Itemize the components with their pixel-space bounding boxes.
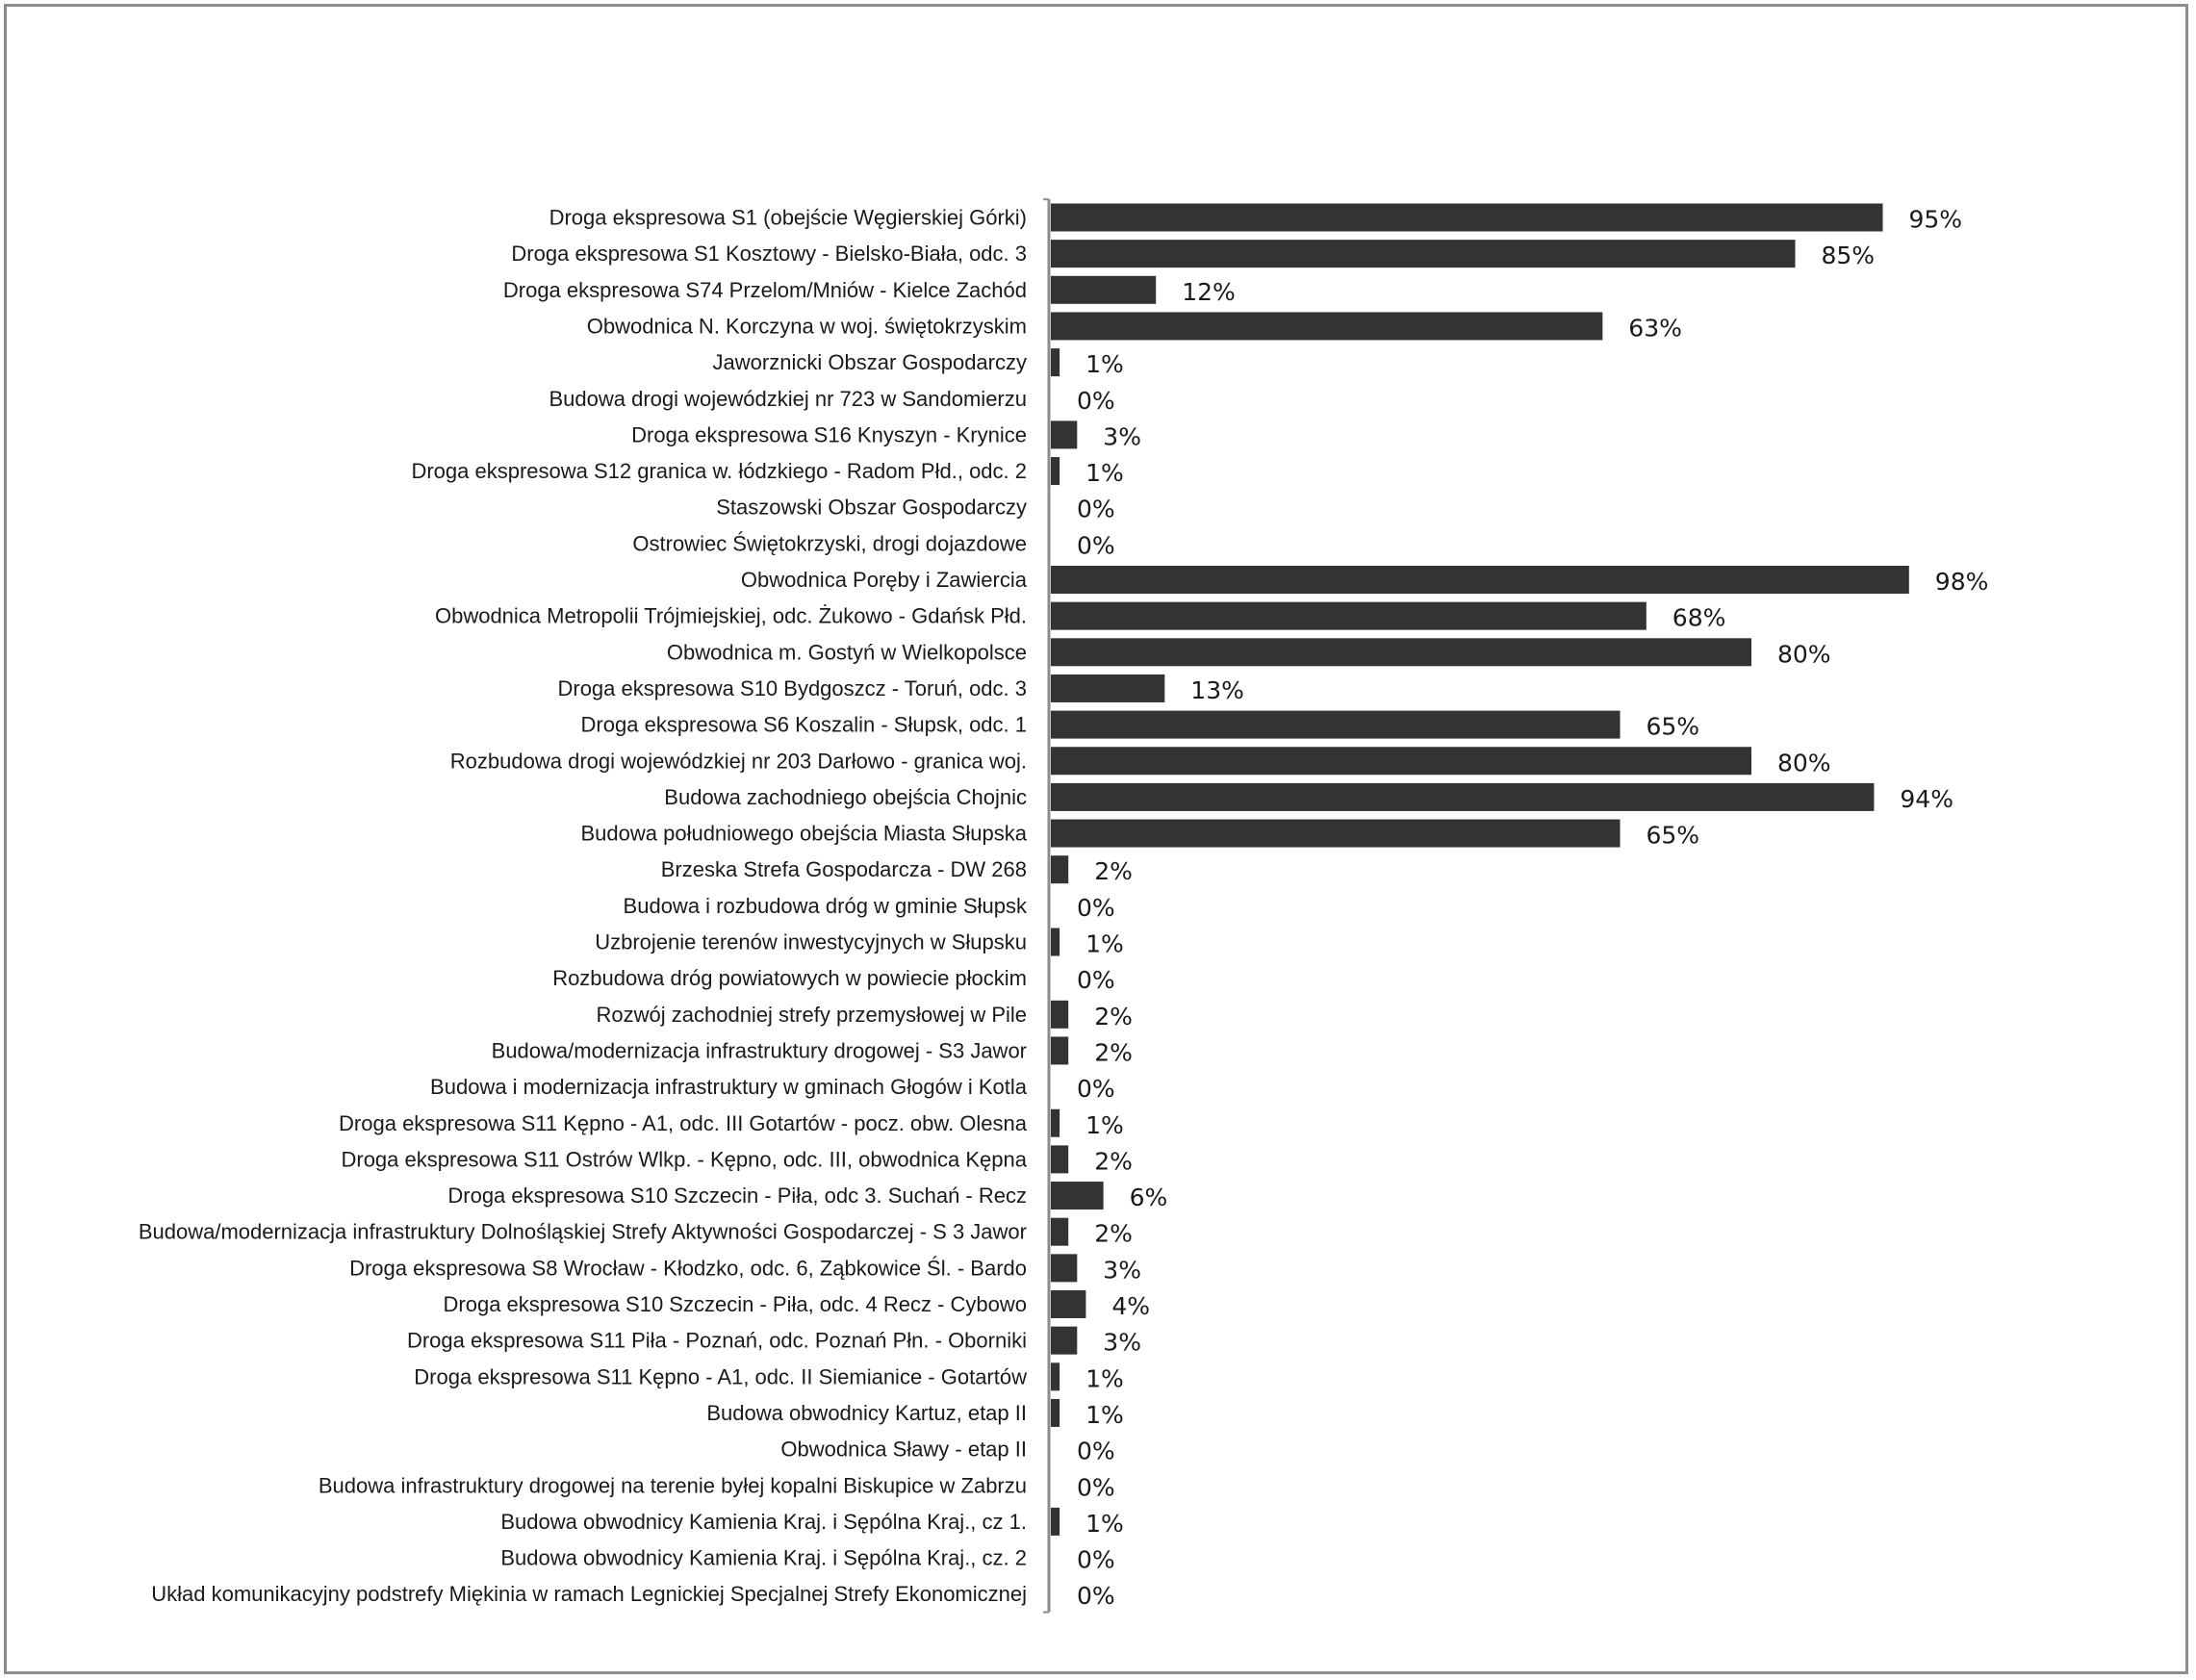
category-label: Budowa infrastruktury drogowej na terenie byłej kopalni Biskupice w Zabrzu bbox=[318, 1473, 1027, 1498]
bar bbox=[1051, 1001, 1068, 1029]
value-label: 2% bbox=[1094, 1147, 1133, 1176]
value-label: 0% bbox=[1077, 1582, 1115, 1611]
bar bbox=[1051, 1362, 1060, 1390]
category-label: Droga ekspresowa S6 Koszalin - Słupsk, odc. 1 bbox=[580, 712, 1027, 737]
category-label: Droga ekspresowa S10 Bydgoszcz - Toruń, odc. 3 bbox=[557, 675, 1027, 700]
bar bbox=[1051, 1109, 1060, 1137]
bar bbox=[1051, 457, 1060, 485]
category-label: Jaworznicki Obszar Gospodarczy bbox=[712, 350, 1027, 375]
bar bbox=[1051, 1327, 1077, 1355]
category-label: Budowa i rozbudowa dróg w gminie Słupsk bbox=[623, 893, 1027, 918]
value-label: 1% bbox=[1085, 1110, 1124, 1139]
bars bbox=[1051, 204, 1909, 1536]
value-label: 1% bbox=[1085, 929, 1124, 958]
category-label: Budowa obwodnicy Kamienia Kraj. i Sępólna Kraj., cz. 2 bbox=[500, 1545, 1027, 1570]
value-label: 2% bbox=[1094, 1219, 1133, 1248]
y-axis bbox=[1043, 199, 1049, 1612]
value-label: 80% bbox=[1777, 749, 1831, 777]
category-label: Układ komunikacyjny podstrefy Miękinia w ramach Legnickiej Specjalnej Strefy Ekonomicznej bbox=[151, 1582, 1027, 1607]
category-label: Droga ekspresowa S16 Knyszyn - Krynice bbox=[631, 422, 1027, 447]
bar bbox=[1051, 1182, 1104, 1209]
bar bbox=[1051, 747, 1751, 775]
category-label: Budowa południowego obejścia Miasta Słupska bbox=[580, 821, 1027, 846]
bar bbox=[1051, 675, 1164, 702]
value-label: 3% bbox=[1103, 1328, 1141, 1357]
category-label: Rozbudowa dróg powiatowych w powiecie płockim bbox=[552, 966, 1027, 991]
value-label: 80% bbox=[1777, 640, 1831, 669]
bar bbox=[1051, 204, 1883, 232]
category-label: Droga ekspresowa S10 Szczecin - Piła, odc. 4 Recz - Cybowo bbox=[443, 1292, 1027, 1316]
category-label: Droga ekspresowa S1 (obejście Węgierskiej Górki) bbox=[549, 205, 1027, 230]
value-label: 1% bbox=[1085, 1400, 1124, 1429]
category-label: Brzeska Strefa Gospodarcza - DW 268 bbox=[660, 857, 1027, 882]
value-label: 0% bbox=[1077, 1437, 1115, 1465]
value-label: 0% bbox=[1077, 386, 1115, 415]
bar bbox=[1051, 566, 1909, 594]
value-label: 0% bbox=[1077, 893, 1115, 922]
category-label: Droga ekspresowa S74 Przelom/Mniów - Kielce Zachód bbox=[502, 277, 1027, 302]
category-label: Droga ekspresowa S1 Kosztowy - Bielsko-Biała, odc. 3 bbox=[511, 242, 1027, 267]
value-label: 65% bbox=[1646, 712, 1700, 741]
bar bbox=[1051, 312, 1602, 340]
value-label: 0% bbox=[1077, 495, 1115, 523]
category-labels bbox=[139, 206, 1028, 1607]
category-label: Budowa obwodnicy Kartuz, etap II bbox=[706, 1400, 1027, 1425]
value-label: 94% bbox=[1900, 784, 1953, 813]
bar bbox=[1051, 1036, 1068, 1064]
value-label: 0% bbox=[1077, 1545, 1115, 1574]
value-label: 0% bbox=[1077, 1473, 1115, 1502]
category-label: Droga ekspresowa S11 Piła - Poznań, odc. Poznań Płn. - Oborniki bbox=[406, 1328, 1027, 1353]
value-label: 0% bbox=[1077, 966, 1115, 995]
value-label: 63% bbox=[1628, 314, 1682, 343]
category-label: Staszowski Obszar Gospodarczy bbox=[716, 495, 1027, 520]
value-labels bbox=[1077, 206, 1988, 1611]
category-label: Obwodnica Metropolii Trójmiejskiej, odc. Żukowo - Gdańsk Płd. bbox=[434, 603, 1027, 628]
value-label: 1% bbox=[1085, 350, 1124, 379]
value-label: 98% bbox=[1934, 568, 1989, 596]
bar bbox=[1051, 602, 1647, 630]
bar bbox=[1051, 638, 1751, 666]
bar bbox=[1051, 348, 1060, 376]
bar bbox=[1051, 1399, 1060, 1427]
category-label: Rozwój zachodniej strefy przemysłowej w Pile bbox=[596, 1002, 1027, 1027]
bar bbox=[1051, 820, 1621, 848]
category-label: Budowa zachodniego obejścia Chojnic bbox=[664, 784, 1027, 809]
bar bbox=[1051, 855, 1068, 883]
category-label: Rozbudowa drogi wojewódzkiej nr 203 Darłowo - granica woj. bbox=[449, 749, 1027, 774]
bar bbox=[1051, 420, 1077, 448]
value-label: 0% bbox=[1077, 531, 1115, 560]
bar bbox=[1051, 711, 1621, 739]
bar bbox=[1051, 783, 1874, 811]
category-label: Droga ekspresowa S8 Wrocław - Kłodzko, odc. 6, Ząbkowice Śl. - Bardo bbox=[349, 1256, 1027, 1281]
bar bbox=[1051, 1508, 1060, 1536]
value-label: 68% bbox=[1672, 603, 1726, 632]
value-label: 3% bbox=[1103, 1256, 1141, 1285]
category-label: Ostrowiec Świętokrzyski, drogi dojazdowe bbox=[632, 531, 1027, 556]
category-label: Obwodnica Sławy - etap II bbox=[780, 1437, 1027, 1462]
category-label: Budowa/modernizacja infrastruktury Dolnośląskiej Strefy Aktywności Gospodarczej - S 3 Jawor bbox=[138, 1219, 1027, 1244]
value-label: 12% bbox=[1182, 277, 1236, 306]
value-label: 0% bbox=[1077, 1075, 1115, 1104]
bar bbox=[1051, 1290, 1085, 1318]
category-label: Droga ekspresowa S12 granica w. łódzkiego - Radom Płd., odc. 2 bbox=[411, 459, 1027, 484]
chart-frame bbox=[4, 4, 2188, 1674]
value-label: 1% bbox=[1085, 1364, 1124, 1393]
value-label: 65% bbox=[1646, 821, 1700, 850]
category-label: Droga ekspresowa S10 Szczecin - Piła, odc 3. Suchań - Recz bbox=[447, 1184, 1027, 1209]
value-label: 6% bbox=[1129, 1184, 1168, 1212]
bar bbox=[1051, 929, 1060, 956]
bar bbox=[1051, 1145, 1068, 1173]
category-label: Budowa obwodnicy Kamienia Kraj. i Sępólna Kraj., cz 1. bbox=[500, 1509, 1027, 1534]
category-label: Budowa drogi wojewódzkiej nr 723 w Sandomierzu bbox=[549, 386, 1027, 411]
value-label: 2% bbox=[1094, 1002, 1133, 1031]
category-label: Obwodnica N. Korczyna w woj. świętokrzyskim bbox=[586, 314, 1027, 339]
bar bbox=[1051, 240, 1796, 267]
bar bbox=[1051, 276, 1156, 304]
category-label: Budowa i modernizacja infrastruktury w gminach Głogów i Kotla bbox=[430, 1075, 1027, 1100]
bar bbox=[1051, 1254, 1077, 1282]
value-label: 13% bbox=[1190, 675, 1244, 704]
bar bbox=[1051, 1218, 1068, 1246]
value-label: 3% bbox=[1103, 422, 1141, 451]
bar-chart bbox=[7, 7, 2185, 1671]
category-label: Droga ekspresowa S11 Kępno - A1, odc. II Siemianice - Gotartów bbox=[414, 1364, 1027, 1389]
category-label: Budowa/modernizacja infrastruktury drogowej - S3 Jawor bbox=[491, 1038, 1027, 1063]
category-label: Obwodnica Poręby i Zawiercia bbox=[740, 568, 1027, 592]
value-label: 1% bbox=[1085, 459, 1124, 488]
category-label: Obwodnica m. Gostyń w Wielkopolsce bbox=[666, 640, 1027, 665]
category-label: Droga ekspresowa S11 Kępno - A1, odc. III Gotartów - pocz. obw. Olesna bbox=[339, 1110, 1027, 1135]
value-label: 2% bbox=[1094, 1038, 1133, 1067]
value-label: 95% bbox=[1908, 205, 1963, 234]
value-label: 2% bbox=[1094, 857, 1133, 886]
value-label: 1% bbox=[1085, 1509, 1124, 1538]
value-label: 4% bbox=[1111, 1292, 1151, 1320]
category-label: Uzbrojenie terenów inwestycyjnych w Słupsku bbox=[595, 929, 1027, 955]
value-label: 85% bbox=[1821, 242, 1876, 270]
category-label: Droga ekspresowa S11 Ostrów Wlkp. - Kępno, odc. III, obwodnica Kępna bbox=[341, 1147, 1027, 1172]
